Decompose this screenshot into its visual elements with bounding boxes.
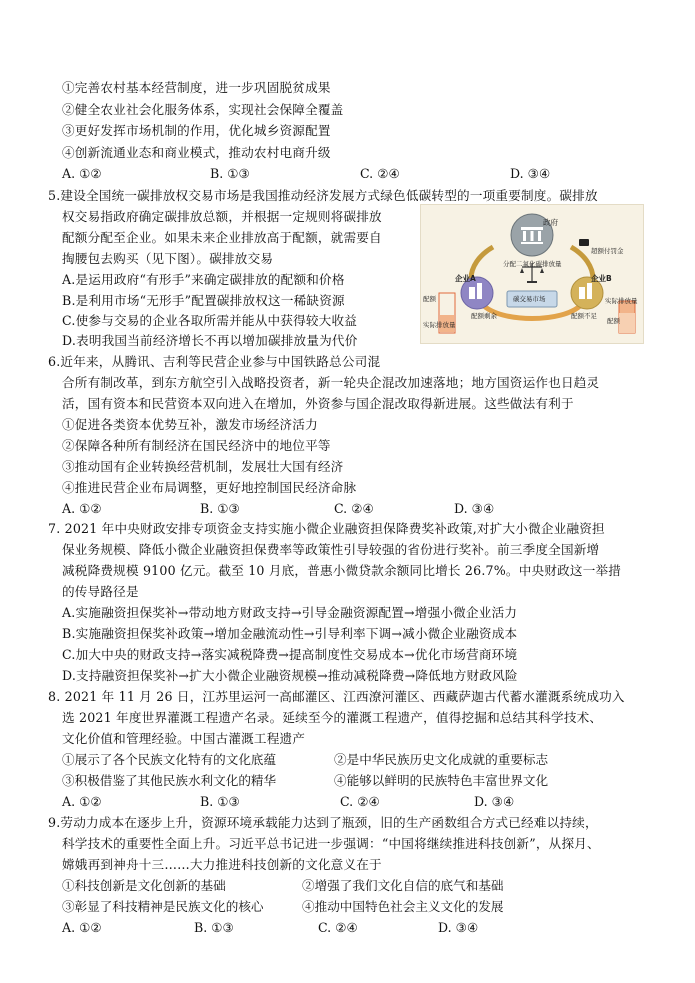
q5-stem-line-1: 5.建设全国统一碳排放权交易市场是我国推动经济发展方式绿色低碳转型的一项重要制度。碳排放	[48, 188, 598, 203]
fig-penalty-label: 超额付罚金	[591, 247, 624, 255]
q6-option-b[interactable]: B. ①③	[200, 501, 240, 516]
q6-option-c[interactable]: C. ②④	[334, 501, 374, 516]
q8-option-d[interactable]: D. ③④	[474, 794, 515, 809]
fig-market-label: 碳交易市场	[513, 295, 546, 303]
q9-stem-line-3: 嫦娥再到神舟十三……大力推进科技创新的文化意义在于	[62, 857, 382, 872]
q7-stem-line-4: 的传导路径是	[62, 584, 139, 599]
q4-option-d[interactable]: D. ③④	[510, 166, 551, 181]
fig-enterprise-b-label: 企业B	[591, 274, 612, 283]
q8-item-4: ④能够以鲜明的民族特色丰富世界文化	[334, 773, 549, 788]
q5-choice-a[interactable]: A.是运用政府“有形手”来确定碳排放的配额和价格	[62, 272, 345, 287]
q6-option-d[interactable]: D. ③④	[454, 501, 495, 516]
q6-item-2: ②保障各种所有制经济在国民经济中的地位平等	[62, 438, 331, 453]
fig-actual-b-label: 实际排放量	[605, 297, 638, 305]
q9-option-d[interactable]: D. ③④	[438, 920, 479, 935]
q7-stem-line-2: 保业务规模、降低小微企业融资担保费率等政策性引导较强的省份进行奖补。前三季度全国新增	[62, 542, 600, 557]
q6-stem-line-3: 活，国有资本和民营资本双向进入在增加，外资参与国企混改取得新进展。这些做法有利于	[62, 396, 574, 411]
q5-choice-c[interactable]: C.使参与交易的企业各取所需并能从中获得较大收益	[62, 313, 358, 328]
q7-choice-b[interactable]: B.实施融资担保奖补政策→增加金融流动性→引导利率下调→减小微企业融资成本	[62, 626, 518, 641]
q9-stem-line-1: 9.劳动力成本在逐步上升，资源环境承载能力达到了瓶颈，旧的生产函数组合方式已经难以持续，	[48, 815, 598, 830]
q5-stem-line-3: 配额分配至企业。如果未来企业排放高于配额，就需要自	[62, 230, 382, 245]
enterprise-b-quota-bar	[619, 313, 635, 333]
fig-government-label: 政府	[543, 218, 558, 227]
q7-stem-line-3: 减税降费规模 9100 亿元。截至 10 月底，普惠小微贷款余额同比增长 26.7%。中央财政这一举措	[62, 563, 622, 578]
q4-option-b[interactable]: B. ①③	[210, 166, 250, 181]
q7-stem-line-1: 7. 2021 年中央财政安排专项资金支持实施小微企业融资担保降费奖补政策,对扩大小微企业融资担	[48, 521, 605, 536]
q9-option-c[interactable]: C. ②④	[318, 920, 358, 935]
q8-stem-line-2: 选 2021 年度世界灌溉工程遗产名录。延续至今的灌溉工程遗产，值得挖掘和总结其科学技术、	[62, 710, 603, 725]
fig-actual-a-label: 实际排放量	[423, 321, 456, 329]
q7-choice-d[interactable]: D.支持融资担保奖补→扩大小微企业融资规模→推动减税降费→降低地方财政风险	[62, 668, 518, 683]
fig-shortage-label: 配额不足	[571, 312, 597, 320]
q6-item-4: ④推进民营企业布局调整，更好地控制国民经济命脉	[62, 480, 357, 495]
q7-choice-a[interactable]: A.实施融资担保奖补→带动地方财政支持→引导金融资源配置→增强小微企业活力	[62, 605, 518, 620]
fig-quota-b-label: 配额	[607, 317, 620, 325]
q8-item-3: ③积极借鉴了其他民族水利文化的精华	[62, 773, 277, 788]
government-building-roof	[521, 227, 543, 230]
q9-item-4: ④推动中国特色社会主义文化的发展	[302, 899, 504, 914]
q4-item-4: ④创新流通业态和商业模式，推动农村电商升级	[62, 145, 331, 160]
q6-stem-line-1: 6.近年来，从腾讯、吉利等民营企业参与中国铁路总公司混	[48, 354, 381, 369]
arrow-to-enterprise-b	[571, 247, 593, 279]
q6-item-3: ③推动国有企业转换经营机制，发展壮大国有经济	[62, 459, 344, 474]
q9-item-3: ③彰显了科技精神是民族文化的核心	[62, 899, 264, 914]
q7-choice-c[interactable]: C.加大中央的财政支持→落实减税降费→提高制度性交易成本→优化市场营商环境	[62, 647, 518, 662]
fig-allocation-label: 分配二氧化碳排放量	[503, 260, 562, 268]
q8-stem-line-1: 8. 2021 年 11 月 26 日，江苏里运河一高邮灌区、江西潦河灌区、西藏萨迦古代蓄水灌溉系统成功入	[48, 689, 625, 704]
q5-stem-line-4: 掏腰包去购买（见下图）。碳排放交易	[62, 251, 274, 266]
q8-item-2: ②是中华民族历史文化成就的重要标志	[334, 752, 549, 767]
q8-option-a[interactable]: A. ①②	[62, 794, 102, 809]
q4-item-2: ②健全农业社会化服务体系，实现社会保障全覆盖	[62, 102, 344, 117]
q8-item-1: ①展示了各个民族文化特有的文化底蕴	[62, 752, 277, 767]
q9-item-2: ②增强了我们文化自信的底气和基础	[302, 878, 504, 893]
q9-option-b[interactable]: B. ①③	[194, 920, 234, 935]
q4-option-c[interactable]: C. ②④	[360, 166, 400, 181]
penalty-icon	[579, 239, 589, 246]
q9-option-a[interactable]: A. ①②	[62, 920, 102, 935]
fig-enterprise-a-label: 企业A	[455, 274, 476, 283]
q8-option-c[interactable]: C. ②④	[340, 794, 380, 809]
q6-item-1: ①促进各类资本优势互补，激发市场经济活力	[62, 417, 318, 432]
q6-option-a[interactable]: A. ①②	[62, 501, 102, 516]
q9-stem-line-2: 科学技术的重要性全面上升。习近平总书记进一步强调：“中国将继续推进科技创新”，从探月、	[62, 836, 600, 851]
q4-item-3: ③更好发挥市场机制的作用，优化城乡资源配置	[62, 123, 331, 138]
fig-surplus-label: 配额剩余	[471, 312, 497, 320]
q9-item-1: ①科技创新是文化创新的基础	[62, 878, 226, 893]
q4-item-1: ①完善农村基本经营制度，进一步巩固脱贫成果	[62, 80, 331, 95]
q5-choice-b[interactable]: B.是利用市场“无形手”配置碳排放权这一稀缺资源	[62, 293, 345, 308]
q8-stem-line-3: 文化价值和管理经验。中国古灌溉工程遗产	[62, 731, 306, 746]
fig-quota-a-label: 配额	[423, 295, 436, 303]
q4-option-a[interactable]: A. ①②	[62, 166, 102, 181]
q8-option-b[interactable]: B. ①③	[200, 794, 240, 809]
carbon-trading-diagram	[420, 204, 644, 344]
q6-stem-line-2: 合所有制改革，到东方航空引入战略投资者，新一轮央企混改加速落地；地方国资运作也日趋灵	[62, 375, 600, 390]
q5-choice-d[interactable]: D.表明我国当前经济增长不再以增加碳排放量为代价	[62, 333, 358, 348]
q5-stem-line-2: 权交易指政府确定碳排放总额，并根据一定规则将碳排放	[62, 209, 382, 224]
